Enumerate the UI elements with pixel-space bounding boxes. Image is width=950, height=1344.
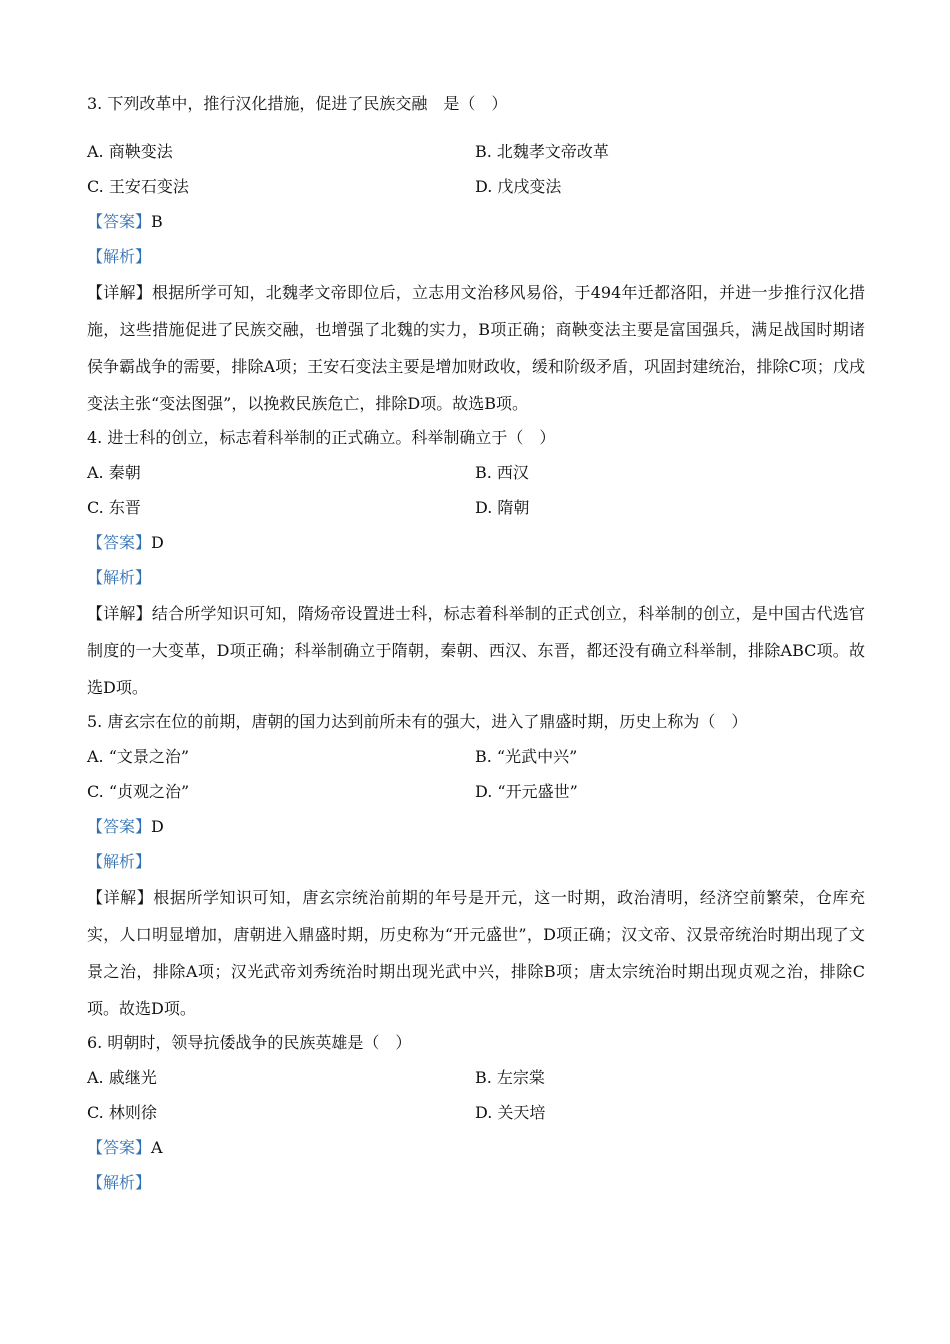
question-6-option-c: C. 林则徐 [87, 1103, 157, 1122]
answer-tag: 【答案】 [87, 817, 152, 836]
answer-tag: 【答案】 [87, 212, 152, 231]
analysis-tag: 【解析】 [87, 1173, 152, 1192]
detail-text: 根据所学可知，北魏孝文帝即位后，立志用文治移风易俗，于494年迁都洛阳，并进一步推行汉化措施，这些措施促进了民族交融，也增强了北魏的实力，B项正确；商鞅变法主要是富国强兵，满足战国时期诸侯争霸战争的需要，排除A项；王安石变法主要是增加财政收，缓和阶级矛盾，巩固封建统治，排除C项；戊戌变法主张“变法图强”，以挽救民族危亡，排除D项。故选B项。 [87, 283, 865, 413]
question-5-option-d: D. “开元盛世” [475, 782, 578, 801]
question-5-option-b: B. “光武中兴” [475, 747, 578, 766]
answer-value: A [151, 1138, 163, 1157]
analysis-tag: 【解析】 [87, 568, 152, 587]
question-4-detail [87, 595, 865, 706]
analysis-tag: 【解析】 [87, 247, 152, 266]
answer-value: D [151, 533, 164, 552]
question-5-stem: 5. 唐玄宗在位的前期，唐朝的国力达到前所未有的强大，进入了鼎盛时期，历史上称为（ ） [87, 712, 748, 731]
question-3-option-b: B. 北魏孝文帝改革 [475, 142, 609, 161]
question-4-option-b: B. 西汉 [475, 463, 529, 482]
question-4-option-a: A. 秦朝 [87, 463, 141, 482]
question-6-option-a: A. 戚继光 [87, 1068, 157, 1087]
analysis-tag: 【解析】 [87, 852, 152, 871]
answer-tag: 【答案】 [87, 1138, 152, 1157]
question-5-detail [87, 879, 865, 1027]
detail-tag: 【详解】 [87, 888, 154, 907]
question-3-analysis [87, 247, 151, 267]
answer-tag: 【答案】 [87, 533, 152, 552]
question-4-answer [87, 533, 164, 553]
question-3-option-c: C. 王安石变法 [87, 177, 189, 196]
question-5-option-a: A. “文景之治” [87, 747, 190, 766]
detail-text: 结合所学知识可知，隋炀帝设置进士科，标志着科举制的正式创立，科举制的创立，是中国古代选官制度的一大变革，D项正确；科举制确立于隋朝，秦朝、西汉、东晋，都还没有确立科举制，排除ABC项。故选D项。 [87, 604, 865, 697]
question-6-stem: 6. 明朝时，领导抗倭战争的民族英雄是（ ） [87, 1033, 412, 1052]
question-6-answer [87, 1138, 163, 1158]
question-3-detail [87, 274, 865, 422]
question-4-analysis [87, 568, 151, 588]
question-3-option-d: D. 戊戌变法 [475, 177, 562, 196]
question-6-analysis [87, 1173, 151, 1193]
detail-tag: 【详解】 [87, 604, 152, 623]
question-3-answer [87, 212, 163, 232]
question-5-option-c: C. “贞观之治” [87, 782, 190, 801]
answer-value: D [151, 817, 164, 836]
question-5-answer [87, 817, 164, 837]
question-4-stem: 4. 进士科的创立，标志着科举制的正式确立。科举制确立于（ ） [87, 428, 556, 447]
question-4-option-c: C. 东晋 [87, 498, 141, 517]
question-3-stem: 3. 下列改革中，推行汉化措施，促进了民族交融 是（ ） [87, 94, 508, 113]
question-4-option-d: D. 隋朝 [475, 498, 530, 517]
question-3-option-a: A. 商鞅变法 [87, 142, 173, 161]
question-6-option-b: B. 左宗棠 [475, 1068, 545, 1087]
question-6-option-d: D. 关天培 [475, 1103, 546, 1122]
question-5-analysis [87, 852, 151, 872]
detail-text: 根据所学知识可知，唐玄宗统治前期的年号是开元，这一时期，政治清明，经济空前繁荣，仓库充实，人口明显增加，唐朝进入鼎盛时期，历史称为“开元盛世”，D项正确；汉文帝、汉景帝统治时期出现了文景之治，排除A项；汉光武帝刘秀统治时期出现光武中兴，排除B项；唐太宗统治时期出现贞观之治，排除C项。故选D项。 [87, 888, 865, 1018]
answer-value: B [151, 212, 163, 231]
detail-tag: 【详解】 [87, 283, 152, 302]
